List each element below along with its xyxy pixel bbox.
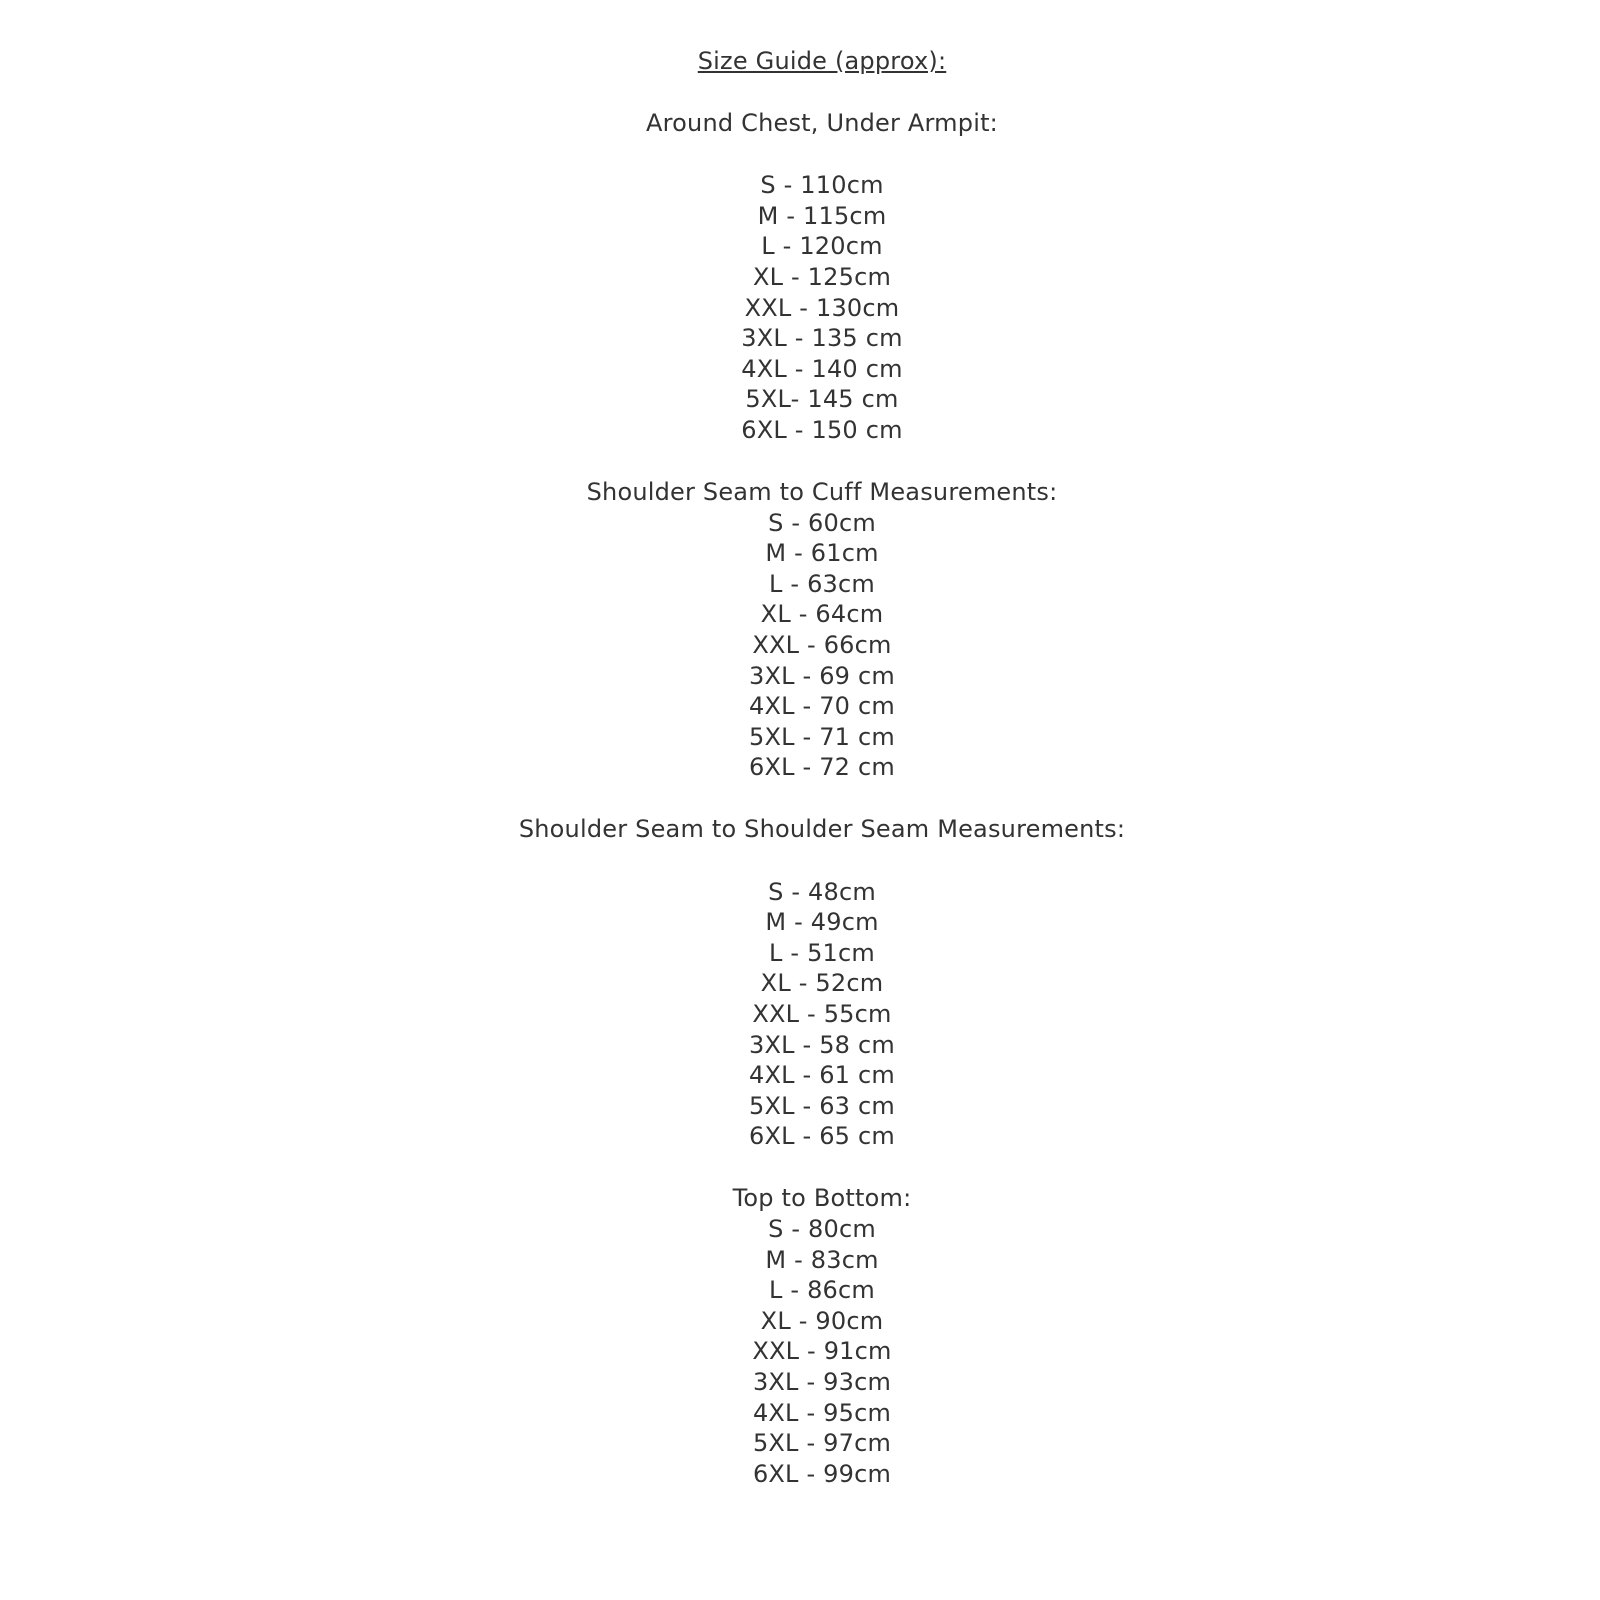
measurement-item: S - 80cm <box>768 1215 876 1243</box>
measurement-item: 3XL - 135 cm <box>741 324 903 353</box>
measurement-item: XL - 52cm <box>760 969 884 998</box>
measurement-item: XL - 125cm <box>752 262 892 291</box>
measurement-list <box>44 170 1600 445</box>
measurement-item: 5XL - 71 cm <box>749 722 895 751</box>
measurement-item: L - 51cm <box>768 938 875 967</box>
measurement-item: L - 63cm <box>768 569 875 598</box>
measurement-item: M - 115cm <box>757 201 887 230</box>
measurement-item: XL - 90cm <box>760 1306 884 1335</box>
size-guide-sections <box>44 108 1600 1489</box>
section-heading: Around Chest, Under Armpit: <box>646 109 998 138</box>
measurement-item: 4XL - 140 cm <box>741 354 903 383</box>
measurement-section <box>44 108 1600 445</box>
measurement-item: 6XL - 99cm <box>752 1459 892 1488</box>
measurement-item: XXL - 55cm <box>752 999 892 1028</box>
measurement-item: 5XL - 63 cm <box>749 1091 895 1120</box>
measurement-section <box>44 1183 1600 1489</box>
measurement-item: 6XL - 65 cm <box>749 1122 895 1151</box>
size-guide-title: Size Guide (approx): <box>697 47 947 75</box>
measurement-list <box>44 877 1600 1152</box>
measurement-item: S - 60cm <box>768 508 876 537</box>
measurement-item: XXL - 66cm <box>752 631 892 659</box>
measurement-section <box>44 814 1600 1151</box>
measurement-section <box>44 477 1600 783</box>
measurement-item: 4XL - 95cm <box>752 1398 892 1427</box>
measurement-item: 4XL - 70 cm <box>749 692 895 721</box>
measurement-item: S - 110cm <box>760 171 884 200</box>
measurement-item: XXL - 130cm <box>744 293 900 322</box>
section-heading: Shoulder Seam to Shoulder Seam Measurements: <box>518 815 1126 844</box>
measurement-list <box>44 508 1600 783</box>
measurement-item: M - 83cm <box>765 1245 879 1274</box>
section-heading: Shoulder Seam to Cuff Measurements: <box>586 478 1058 507</box>
measurement-item: 3XL - 93cm <box>752 1367 892 1396</box>
measurement-item: 3XL - 69 cm <box>749 661 895 690</box>
measurement-item: M - 49cm <box>765 908 879 937</box>
measurement-item: 6XL - 150 cm <box>741 415 903 444</box>
measurement-item: 5XL - 97cm <box>752 1429 892 1458</box>
measurement-item: XXL - 91cm <box>752 1337 892 1366</box>
measurement-item: XL - 64cm <box>760 600 884 629</box>
measurement-item: 5XL- 145 cm <box>745 385 899 414</box>
measurement-item: 6XL - 72 cm <box>749 753 895 782</box>
measurement-item: L - 86cm <box>768 1276 875 1305</box>
measurement-item: S - 48cm <box>768 877 876 906</box>
measurement-item: 3XL - 58 cm <box>749 1030 895 1059</box>
measurement-item: L - 120cm <box>761 232 883 261</box>
measurement-item: 4XL - 61 cm <box>749 1061 895 1090</box>
measurement-list <box>44 1214 1600 1489</box>
section-heading: Top to Bottom: <box>732 1184 912 1213</box>
measurement-item: M - 61cm <box>765 539 879 568</box>
